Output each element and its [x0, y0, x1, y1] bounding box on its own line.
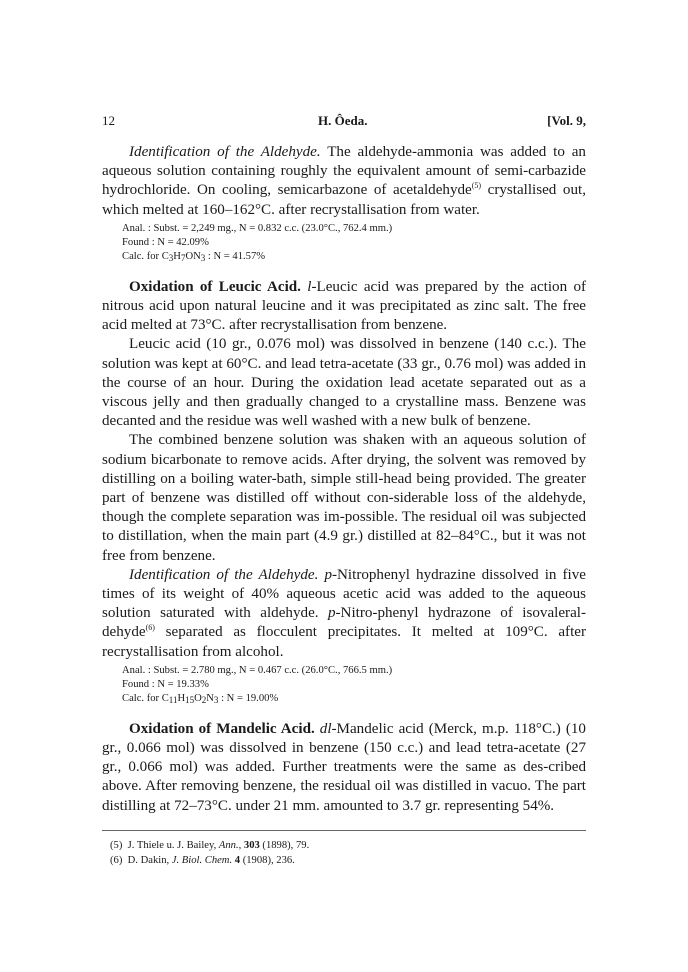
- running-header: [102, 111, 586, 129]
- analysis-block-2: [122, 664, 586, 706]
- analysis-line: Anal. : Subst. = 2,249 mg., N = 0.832 c.c. (23.0°C., 762.4 mm.): [122, 222, 393, 234]
- analysis-line: Anal. : Subst. = 2.780 mg., N = 0.467 c.c. (26.0°C., 766.5 mm.): [122, 664, 393, 676]
- calc-line: Calc. for $C_3H_7ON_3$ : N = 41.57%: [122, 250, 266, 263]
- paragraph-mandelic-acid: Oxidation of Mandelic Acid. dl-Mandelic acid (Merck, m.p. 118°C.) (10 gr., 0.066 mol) was dissolved in benzene (150 c.c.) and lead tetra-acetate (27 gr., 0.066 mol) was added. Further treatments were the same as des-cribed above. After removing benzene, the residual oil was distilled in vacuo. The part distilling at 72–73°C. under 21 mm. amounted to 3.7 gr. representing 54%.: [102, 720, 586, 814]
- paragraph-leucic-acid: Oxidation of Leucic Acid. l-Leucic acid was prepared by the action of nitrous acid upon natural leucine and it was precipitated as zinc salt. The free acid melted at 73°C. after recrystallisation from benzene.: [102, 278, 587, 334]
- page-number: 12: [102, 113, 115, 128]
- subheading-identification: Identification of the Aldehyde.: [129, 144, 321, 160]
- section-heading-mandelic: Oxidation of Mandelic Acid.: [129, 720, 315, 737]
- citation-ref-5[interactable]: (5): [471, 181, 482, 191]
- subheading-identification: Identification of the Aldehyde.: [129, 566, 319, 583]
- paragraph-leucic-oxidation: Leucic acid (10 gr., 0.076 mol) was dissolved in benzene (140 c.c.). The solution was kept at 60°C. and lead tetra-acetate (33 gr., 0.76 mol) was added in the course of an hour. During the oxidation lead acetate separated out as a viscous jelly and then gradually changed to a crystalline mass. Benzene was decanted and the residue was well washed with a new bulk of benzene.: [102, 336, 586, 430]
- paragraph-benzene-workup: The combined benzene solution was shaken with an aqueous solution of sodium bicarbonate to remove acids. After drying, the solvent was removed by distilling on a boiling water-bath, simple still-head being provided. The greater part of benzene was distilled off without con-siderable loss of the aldehyde, though the complete separation was im-possible. The residual oil was subjected to distillation, when the main part (4.9 gr.) distilled at 82–84°C., but it was not free from benzene.: [102, 432, 586, 564]
- calc-line: Calc. for $C_{11}H_{15}O_2N_3$ : N = 19.00%: [122, 692, 279, 705]
- citation-ref-6[interactable]: (6): [145, 623, 155, 633]
- volume-label: [Vol. 9,: [547, 113, 586, 128]
- footnote-5: (5) J. Thiele u. J. Bailey, Ann., 303 (1898), 79.: [110, 840, 310, 851]
- footnote-6: (6) D. Dakin, J. Biol. Chem. 4 (1908), 236.: [110, 855, 295, 866]
- paragraph-identification-isovaleraldehyde: Identification of the Aldehyde. p-Nitrophenyl hydrazine dissolved in five times of its weight of 40% aqueous acetic acid was added to the aqueous solution saturated with aldehyde. p-Nitro-phenyl hydrazone of isovaleral-dehyde$^{(6)}$ separated as flocculent precipitates. It melted at 109°C. after recrystallisation from alcohol.: [102, 566, 586, 660]
- found-line: Found : N = 42.09%: [122, 236, 209, 248]
- paragraph-identification-acetaldehyde: Identification of the Aldehyde. The aldehyde-ammonia was added to an aqueous solution containing roughly the equivalent amount of semi-carbazide hydrochloride. On cooling, semicarbazone of acetaldehyde$^{(5)}$ crystallised out, which melted at 160–162°C. after recrystallisation from water.: [102, 144, 586, 218]
- footnote-divider: [102, 830, 586, 831]
- footnotes: [110, 838, 580, 868]
- section-heading-leucic: Oxidation of Leucic Acid.: [129, 278, 301, 295]
- article-body: [102, 143, 586, 816]
- found-line: Found : N = 19.33%: [122, 678, 209, 690]
- running-author: H. Ôeda.: [318, 113, 368, 128]
- analysis-block-1: [122, 222, 586, 264]
